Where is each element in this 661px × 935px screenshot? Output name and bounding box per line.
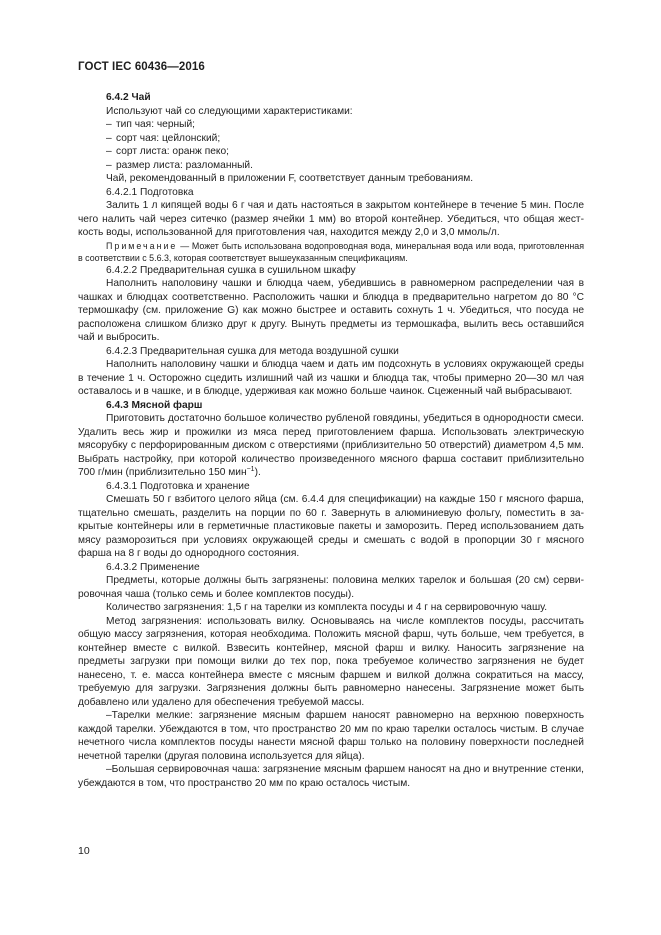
section-heading-6-4-3: 6.4.3 Мясной фарш (106, 399, 203, 411)
bullet-text: Тарелки мелкие: загрязнение мясным фаршем наносят равномерно на верхнюю поверхность каждой тарелки. Убеждаются в том, что пространство 20 мм по краю тарелки осталось чистым. В случае нечетного числа комплектов посуды нанести мясной фарш только на половину поверхности последней нечетной тарелки (другая половина используется для яйца). (78, 710, 584, 762)
paragraph: Чай, рекомендованный в приложении F, соответствует данным требованиям. (106, 173, 474, 184)
list-dash: – (106, 146, 112, 157)
list-item (78, 159, 584, 173)
paragraph: Используют чай со следующими характеристиками: (106, 105, 353, 117)
paragraph: Количество загрязнения: 1,5 г на тарелки из комплекта посуды и 4 г на сервировочную чашу. (106, 602, 548, 613)
list-dash: – (106, 710, 112, 721)
note-text: — Может быть использована водопроводная вода, минеральная вода или вода, приготовленная в соответствии с 5.6.3, которая соответствует вышеуказанным спецификациям. (78, 240, 584, 263)
list-item (78, 118, 584, 132)
page-number: 10 (78, 845, 90, 857)
paragraph: Наполнить наполовину чашки и блюдца чаем и дать им подсохнуть в условиях окружающей среды в течение 1 ч. Осторожно сцедить излишний чай из чашки и блюдца так, чтобы примерно 20—30 мл чая оставалось и в чашке, и в блюдце, удерживая как можно больше чаинок. Сцеженный чай выбрасывают. (78, 359, 584, 397)
paragraph: Залить 1 л кипящей воды 6 г чая и дать настояться в закрытом контейнере в течение 5 мин. После чего налить чай через ситечко (размер ячейки 1 мм) во второй контейнер. Убедиться, что общая жесткость воды, использованной для приготовления чая, находится между 2,0 и 3,0 ммоль/л. (78, 200, 584, 238)
document-body (78, 91, 584, 790)
subsection-heading-6-4-3-1: 6.4.3.1 Подготовка и хранение (106, 480, 250, 492)
paragraph: Наполнить наполовину чашки и блюдца чаем, убедившись в равномерном распределении чая в чашках и блюдцах соответственно. Расположить чашки и блюдца в предварительно нагретом до 80 °С термошкафу (см. приложение G) как можно быстрее и оставить сохнуть 1 ч. Убедиться, что посуда не расположена слишком близко друг к другу. Вынуть предметы из термошкафа, вылить весь оставшийся чай и выбросить. (78, 278, 584, 343)
list-item-text: сорт листа: оранж пеко; (116, 146, 229, 157)
paragraph-text: ). (254, 467, 261, 478)
subsection-heading-6-4-2-2: 6.4.2.2 Предварительная сушка в сушильном шкафу (106, 264, 356, 276)
list-dash: – (106, 132, 112, 144)
subsection-heading-6-4-2-3: 6.4.2.3 Предварительная сушка для метода воздушной сушки (106, 345, 399, 357)
paragraph: Предметы, которые должны быть загрязнены: половина мелких тарелок и большая (20 см) сервировочная чаша (только семь и более комплектов посуды). (78, 575, 584, 600)
list-dash: – (106, 764, 112, 775)
list-item-text: сорт чая: цейлонский; (116, 132, 221, 144)
list-item (78, 132, 584, 146)
bullet-paragraph (78, 709, 584, 763)
superscript: −1 (246, 466, 255, 473)
list-item-text: тип чая: черный; (116, 119, 195, 130)
subsection-heading-6-4-2-1: 6.4.2.1 Подготовка (106, 186, 194, 198)
note (78, 240, 584, 264)
list-dash: – (106, 159, 112, 171)
note-label: Примечание (106, 240, 178, 251)
document-header: ГОСТ IEC 60436—2016 (78, 61, 205, 73)
bullet-paragraph (78, 763, 584, 790)
paragraph: Метод загрязнения: использовать вилку. Основываясь на числе комплектов посуды, рассчитать общую массу загрязнения, которая необходима. Положить мясной фарш, чуть больше, чем требуется, в контейнер вместе с вилкой. Взвесить контейнер, мясной фарш и вилку. Наносить загрязнение на предметы загрузки при помощи вилки до тех пор, пока требуемое количество загрязнения не будет нанесено, т. е. масса контейнера вместе с мясным фаршем и вилкой должна сократиться на массу, требуемую для загрузки. Загрязнения должны быть равномерно нанесены. Загрязнение может быть добавлено или удалено для обеспечения требуемой массы. (78, 615, 584, 708)
subsection-heading-6-4-3-2: 6.4.3.2 Применение (106, 561, 200, 573)
paragraph-text: Приготовить достаточно большое количество рубленой говядины, убедиться в однородности смеси. Удалить весь жир и прожилки из мяса перед приготовлением фарша. Использовать электрическую мясорубку с перфорированным диском с отверстиями (приблизительно 50 отверстий) диаметром 4,5 мм. Выбрать настройку, при которой количество произведенного мясного фарша составит приблизительно 700 г/мин (приблизительно 150 мин (78, 413, 584, 478)
paragraph: Смешать 50 г взбитого целого яйца (см. 6.4.4 для спецификации) на каждые 150 г мясного фарша, тщательно смешать, разделить на порции по 60 г. Завернуть в алюминиевую фольгу, поместить в закрытые контейнеры или в герметичные пластиковые пакеты и заморозить. Перед использованием дать мясу разморозиться при условиях окружающей среды и смешать с водой в пропорции 30 г мясного фарша на 8 г воды до однородного состояния. (78, 494, 584, 559)
list-item-text: размер листа: разломанный. (116, 159, 253, 171)
paragraph (78, 412, 584, 480)
list-dash: – (106, 119, 112, 130)
section-heading-6-4-2: 6.4.2 Чай (106, 92, 151, 103)
list-item (78, 145, 584, 159)
bullet-text: Большая сервировочная чаша: загрязнение мясным фаршем наносят на дно и внутренние стенки, убеждаются в том, что пространство 20 мм по краю осталось чистым. (78, 764, 584, 789)
